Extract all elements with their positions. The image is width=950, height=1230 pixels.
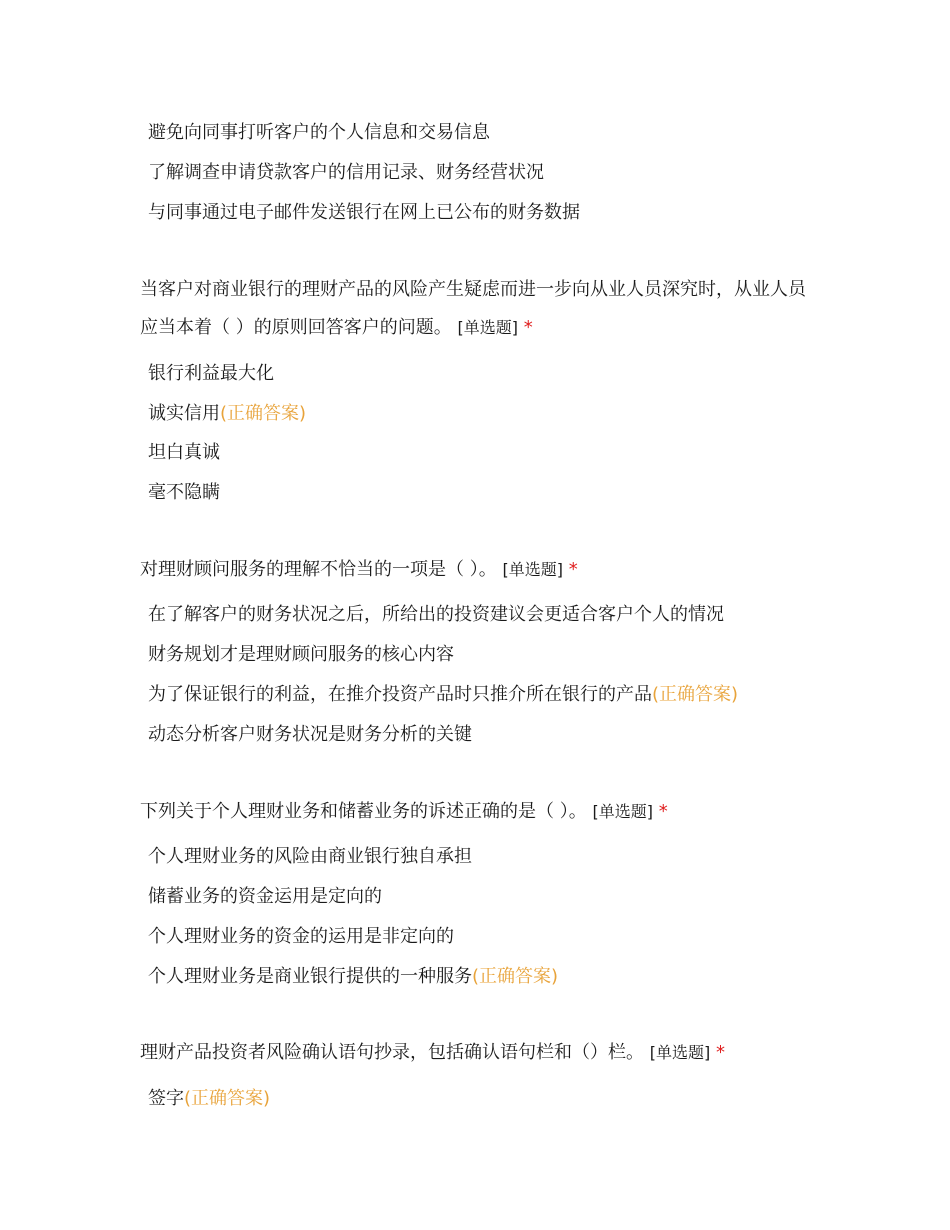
option-text: 个人理财业务的风险由商业银行独自承担	[148, 846, 472, 867]
question-type-tag: [单选题]	[502, 560, 563, 579]
q3-option-4[interactable]	[148, 965, 558, 989]
option-text: 毫不隐瞒	[148, 482, 220, 503]
question-1	[140, 271, 820, 347]
option-text: 财务规划才是理财顾问服务的核心内容	[148, 644, 454, 665]
q3-option-3[interactable]	[148, 925, 454, 949]
prev-option-2[interactable]	[148, 161, 544, 185]
correct-answer-label: (正确答案)	[220, 403, 307, 424]
q2-option-4[interactable]	[148, 723, 472, 747]
correct-answer-label: (正确答案)	[472, 966, 559, 987]
question-3	[140, 793, 820, 831]
required-marker: *	[523, 317, 533, 338]
q1-option-1[interactable]	[148, 362, 274, 386]
correct-answer-label: (正确答案)	[184, 1088, 271, 1109]
q2-option-1[interactable]	[148, 603, 724, 627]
q1-option-2[interactable]	[148, 402, 306, 426]
option-text: 动态分析客户财务状况是财务分析的关键	[148, 724, 472, 745]
option-text: 个人理财业务的资金的运用是非定向的	[148, 926, 454, 947]
question-text: 下列关于个人理财业务和储蓄业务的诉述正确的是（ ）。	[140, 801, 587, 822]
option-text: 个人理财业务是商业银行提供的一种服务	[148, 966, 472, 987]
option-text: 避免向同事打听客户的个人信息和交易信息	[148, 122, 490, 143]
question-text: 对理财顾问服务的理解不恰当的一项是（ ）。	[140, 559, 497, 580]
q3-option-1[interactable]	[148, 845, 472, 869]
q1-option-4[interactable]	[148, 481, 220, 505]
option-text: 诚实信用	[148, 403, 220, 424]
q4-option-1[interactable]	[148, 1087, 270, 1111]
prev-option-1[interactable]	[148, 121, 490, 145]
option-text: 与同事通过电子邮件发送银行在网上已公布的财务数据	[148, 202, 580, 223]
q2-option-2[interactable]	[148, 643, 454, 667]
required-marker: *	[568, 559, 578, 580]
question-2	[140, 551, 820, 589]
q1-option-3[interactable]	[148, 441, 220, 465]
question-type-tag: [单选题]	[649, 1043, 711, 1062]
question-4	[140, 1034, 820, 1072]
q3-option-2[interactable]	[148, 885, 382, 909]
q2-option-3[interactable]	[148, 683, 738, 707]
option-text: 签字	[148, 1088, 184, 1109]
required-marker: *	[715, 1042, 725, 1063]
option-text: 为了保证银行的利益，在推介投资产品时只推介所在银行的产品	[148, 684, 652, 705]
question-type-tag: [单选题]	[592, 802, 653, 821]
option-text: 在了解客户的财务状况之后，所给出的投资建议会更适合客户个人的情况	[148, 604, 724, 625]
option-text: 银行利益最大化	[148, 363, 274, 384]
question-text: 理财产品投资者风险确认语句抄录，包括确认语句栏和（）栏。	[140, 1042, 644, 1063]
option-text: 储蓄业务的资金运用是定向的	[148, 886, 382, 907]
question-type-tag: [单选题]	[457, 318, 518, 337]
required-marker: *	[658, 801, 668, 822]
correct-answer-label: (正确答案)	[652, 684, 739, 705]
prev-option-3[interactable]	[148, 201, 580, 225]
question-text: 当客户对商业银行的理财产品的风险产生疑虑而进一步向从业人员深究时，从业人员应当本着（ ）的原则回答客户的问题。	[140, 279, 806, 338]
option-text: 了解调查申请贷款客户的信用记录、财务经营状况	[148, 162, 544, 183]
option-text: 坦白真诚	[148, 442, 220, 463]
